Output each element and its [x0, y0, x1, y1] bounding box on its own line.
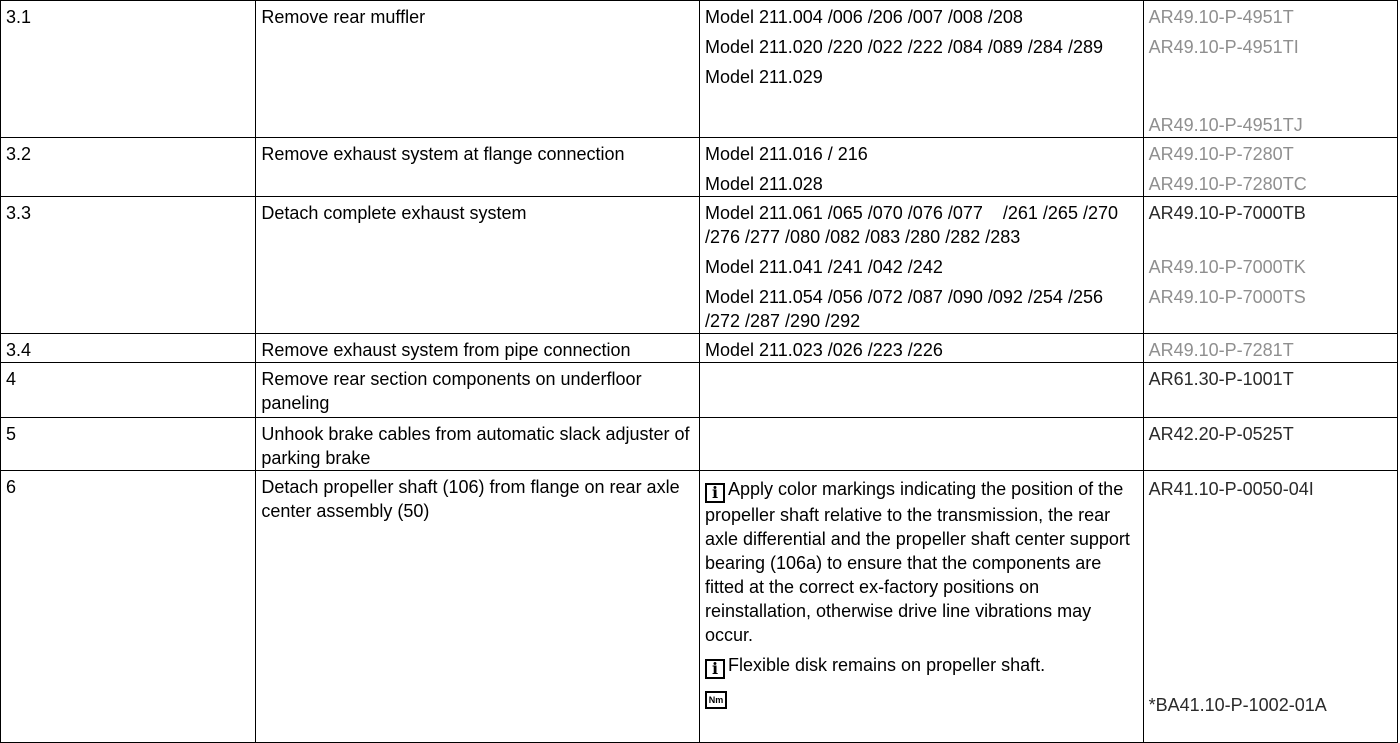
table-row [1, 418, 1398, 471]
step-number: 3.2 [1, 138, 256, 197]
model-list [699, 418, 1143, 471]
reference-link[interactable]: AR49.10-P-4951TJ [1148, 115, 1303, 135]
torque-icon: Nm [705, 691, 727, 709]
info-note [705, 653, 1138, 679]
reference-list[interactable] [1143, 471, 1397, 743]
table-row [1, 138, 1398, 197]
model-list [699, 363, 1143, 418]
reference-link[interactable]: AR49.10-P-7000TB [1148, 203, 1306, 223]
reference-list[interactable] [1143, 197, 1397, 334]
torque-note [705, 685, 1138, 709]
reference-list[interactable] [1143, 1, 1397, 138]
step-action: Remove exhaust system from pipe connection [256, 334, 700, 363]
reference-link[interactable]: AR49.10-P-7281T [1148, 340, 1294, 360]
model-entry: Model 211.041 /241 /042 /242 [704, 257, 943, 277]
table-row [1, 334, 1398, 363]
reference-link[interactable]: AR49.10-P-7000TS [1148, 287, 1306, 307]
model-entry: Model 211.016 / 216 [704, 144, 868, 164]
reference-list[interactable] [1143, 418, 1397, 471]
model-list [699, 138, 1143, 197]
step-number: 3.3 [1, 197, 256, 334]
info-note [705, 477, 1138, 647]
step-number: 5 [1, 418, 256, 471]
reference-link[interactable]: AR49.10-P-7280T [1148, 144, 1294, 164]
step-action: Remove rear muffler [256, 1, 700, 138]
reference-link[interactable]: AR49.10-P-7280TC [1148, 174, 1307, 194]
reference-link[interactable]: AR41.10-P-0050-04I [1148, 479, 1314, 499]
info-icon: i [705, 659, 725, 679]
table-row [1, 197, 1398, 334]
info-icon: i [705, 483, 725, 503]
model-entry: Model 211.061 /065 /070 /076 /077 /261 /265 /270 /276 /277 /080 /082 /083 /280 /282 /283 [704, 203, 1123, 247]
reference-list[interactable] [1143, 334, 1397, 363]
reference-link[interactable]: AR49.10-P-4951T [1148, 7, 1294, 27]
reference-link[interactable]: AR61.30-P-1001T [1148, 369, 1294, 389]
table-row [1, 363, 1398, 418]
step-action: Remove rear section components on underfloor paneling [256, 363, 700, 418]
reference-link[interactable]: *BA41.10-P-1002-01A [1148, 695, 1327, 715]
model-entry: Model 211.029 [704, 67, 823, 87]
reference-list[interactable] [1143, 138, 1397, 197]
step-action: Unhook brake cables from automatic slack adjuster of parking brake [256, 418, 700, 471]
step-action: Detach complete exhaust system [256, 197, 700, 334]
model-entry: Model 211.028 [704, 174, 823, 194]
step-number: 4 [1, 363, 256, 418]
table-row [1, 471, 1398, 743]
model-list [699, 197, 1143, 334]
table-row [1, 1, 1398, 138]
model-entry: Model 211.004 /006 /206 /007 /008 /208 [704, 7, 1023, 27]
reference-link[interactable]: AR49.10-P-4951TI [1148, 37, 1299, 57]
model-entry: Model 211.023 /026 /223 /226 [704, 340, 943, 360]
reference-link[interactable]: AR42.20-P-0525T [1148, 424, 1294, 444]
step-number: 3.4 [1, 334, 256, 363]
model-list [699, 1, 1143, 138]
step-action: Detach propeller shaft (106) from flange on rear axle center assembly (50) [256, 471, 700, 743]
model-entry: Model 211.054 /056 /072 /087 /090 /092 /254 /256 /272 /287 /290 /292 [704, 287, 1103, 331]
step-number: 6 [1, 471, 256, 743]
model-list [699, 334, 1143, 363]
note-text: Flexible disk remains on propeller shaft. [727, 655, 1046, 675]
reference-list[interactable] [1143, 363, 1397, 418]
model-entry: Model 211.020 /220 /022 /222 /084 /089 /284 /289 [704, 37, 1103, 57]
step-number: 3.1 [1, 1, 256, 138]
step-action: Remove exhaust system at flange connection [256, 138, 700, 197]
notes-cell [699, 471, 1143, 743]
note-text: Apply color markings indicating the position of the propeller shaft relative to the transmission, the rear axle differential and the propeller shaft center support bearing (106a) to ensure that the components are fitted at the correct ex-factory positions on reinstallation, otherwise drive line vibrations may occur. [704, 479, 1130, 645]
reference-link[interactable]: AR49.10-P-7000TK [1148, 257, 1306, 277]
